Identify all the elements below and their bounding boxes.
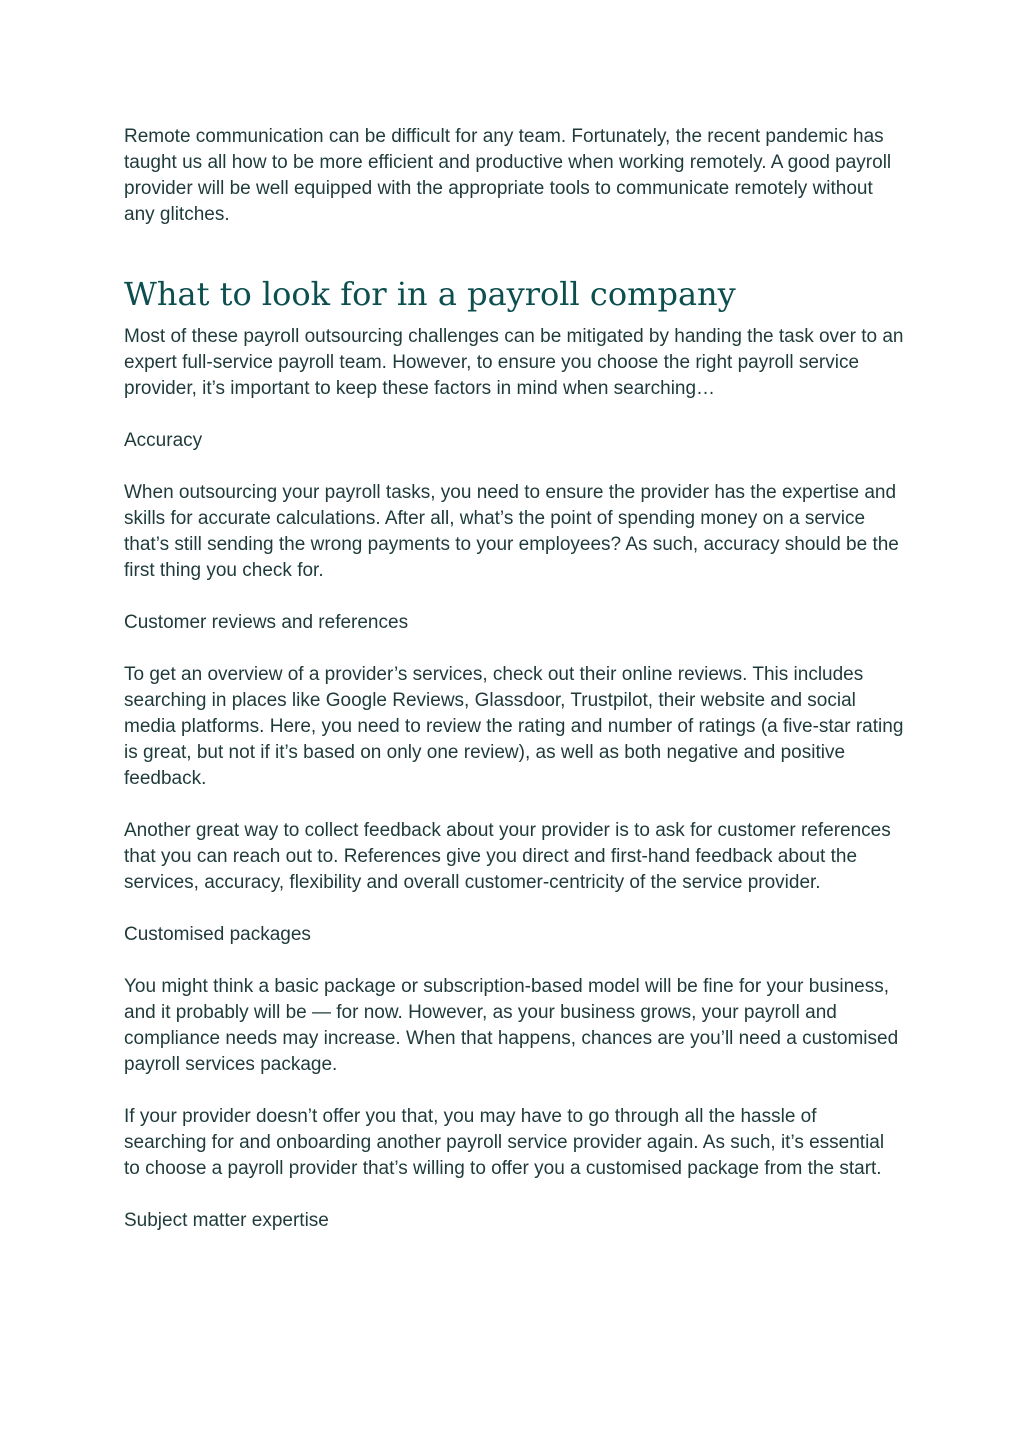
- spacer: [124, 948, 904, 974]
- subsection-title-subject-matter-expertise: Subject matter expertise: [124, 1210, 329, 1231]
- intro-paragraph: Remote communication can be difficult for any team. Fortunately, the recent pandemic has taught us all how to be more efficient and productive when working remotely. A good payroll provider will be well equipped with the appropriate tools to communicate remotely without any glitches.: [124, 126, 892, 225]
- section-intro-paragraph: Most of these payroll outsourcing challenges can be mitigated by handing the task over to an expert full-service payroll team. However, to ensure you choose the right payroll service provider, it’s important to keep these factors in mind when searching…: [124, 326, 904, 399]
- spacer: [124, 228, 904, 274]
- spacer: [124, 636, 904, 662]
- customer-reviews-paragraph-2: Another great way to collect feedback about your provider is to ask for customer references that you can reach out to. References give you direct and first-hand feedback about the services, accuracy, flexibility and overall customer-centricity of the service provider.: [124, 820, 891, 893]
- spacer: [124, 1078, 904, 1104]
- spacer: [124, 1182, 904, 1208]
- section-heading: What to look for in a payroll company: [124, 275, 736, 313]
- spacer: [124, 584, 904, 610]
- customer-reviews-paragraph-1: To get an overview of a provider’s services, check out their online reviews. This includes searching in places like Google Reviews, Glassdoor, Trustpilot, their website and social media platforms. Here, you need to review the rating and number of ratings (a five-star rating is great, but not if it’s based on only one review), as well as both negative and positive feedback.: [124, 664, 904, 789]
- spacer: [124, 896, 904, 922]
- spacer: [124, 402, 904, 428]
- spacer: [124, 454, 904, 480]
- spacer: [124, 792, 904, 818]
- document-page: [124, 124, 904, 1234]
- subsection-title-customer-reviews: Customer reviews and references: [124, 612, 409, 633]
- accuracy-paragraph: When outsourcing your payroll tasks, you need to ensure the provider has the expertise and skills for accurate calculations. After all, what’s the point of spending money on a service that’s still sending the wrong payments to your employees? As such, accuracy should be the first thing you check for.: [124, 482, 899, 581]
- subsection-title-accuracy: Accuracy: [124, 430, 203, 451]
- spacer: [124, 314, 904, 324]
- customised-packages-paragraph-1: You might think a basic package or subscription-based model will be fine for your business, and it probably will be — for now. However, as your business grows, your payroll and compliance needs may increase. When that happens, chances are you’ll need a customised payroll services package.: [124, 976, 899, 1075]
- customised-packages-paragraph-2: If your provider doesn’t offer you that, you may have to go through all the hassle of searching for and onboarding another payroll service provider again. As such, it’s essential to choose a payroll provider that’s willing to offer you a customised package from the start.: [124, 1106, 885, 1179]
- subsection-title-customised-packages: Customised packages: [124, 924, 311, 945]
